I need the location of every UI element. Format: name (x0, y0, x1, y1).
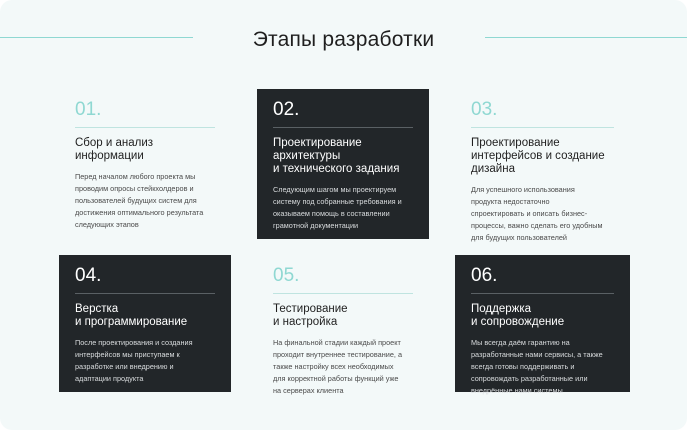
stage-title: Верстка и программирование (75, 303, 188, 328)
stage-number: 01. (75, 99, 102, 120)
stage-card-03 (455, 89, 630, 242)
stage-card-04 (59, 255, 231, 392)
stage-divider (273, 293, 413, 294)
stage-divider (273, 127, 413, 128)
stage-description: На финальной стадии каждый проект проходит внутреннее тестирование, а также настройку всех необходимых для корректной работы функций уже на серверах клиента (273, 338, 402, 395)
stage-description: Перед началом любого проекта мы проводим опросы стейкхолдеров и пользователей будущих систем для достижения оптимального результата следующих этапов (75, 172, 204, 229)
stage-number: 06. (471, 265, 498, 286)
stage-card-02 (257, 89, 429, 239)
stage-description: Следующим шагом мы проектируем систему под собранные требования и оказываем помощь в составлении грамотной документации (273, 185, 402, 230)
stage-number: 05. (273, 265, 300, 286)
stage-card-01 (59, 89, 231, 239)
stage-title: Тестирование и настройка (273, 303, 348, 328)
stage-title: Поддержка и сопровождение (471, 303, 565, 328)
stage-number: 03. (471, 99, 498, 120)
stage-divider (471, 293, 614, 294)
stage-title: Проектирование архитектуры и технического задания (273, 137, 400, 175)
stage-title: Проектирование интерфейсов и создание дизайна (471, 137, 605, 175)
stage-card-05 (257, 255, 429, 400)
stage-title: Сбор и анализ информации (75, 137, 154, 162)
page-title: Этапы разработки (252, 28, 435, 51)
stage-divider (471, 127, 614, 128)
stage-number: 04. (75, 265, 102, 286)
stage-description: Для успешного использования продукта недостаточно спроектировать и описать бизнес- процессы, важно сделать его удобным для будущих пользователей (471, 185, 603, 242)
stage-divider (75, 127, 215, 128)
stage-number: 02. (273, 99, 300, 120)
stage-card-06 (455, 255, 630, 395)
stage-divider (75, 293, 215, 294)
stage-description: Мы всегда даём гарантию на разработанные нами сервисы, а также всегда готовы поддерживать и сопровождать разработанные или внедрённые нами системы (471, 338, 603, 395)
stage-description: После проектирования и создания интерфейсов мы приступаем к разработке или внедрению и адаптации продукта (75, 338, 193, 383)
